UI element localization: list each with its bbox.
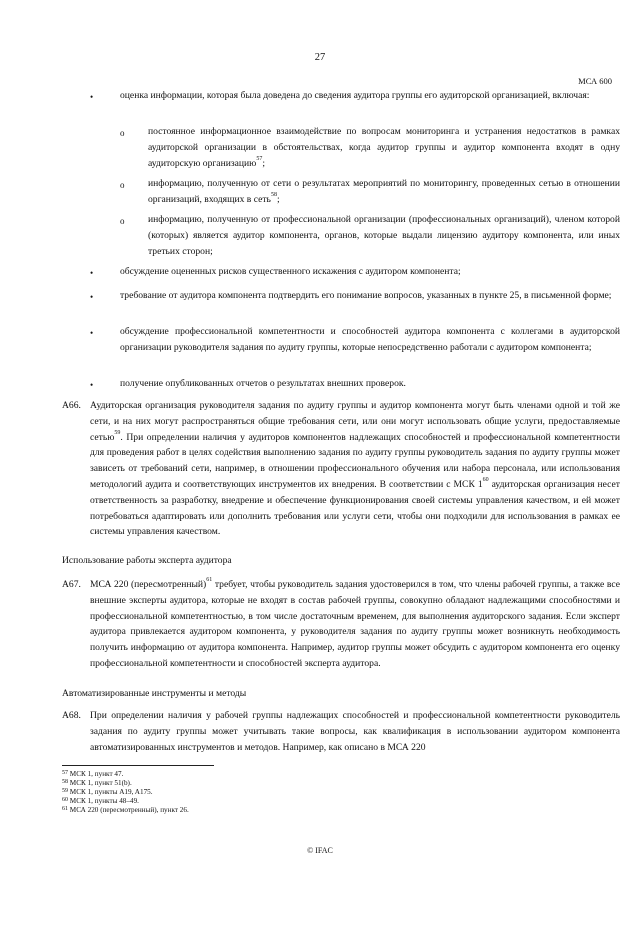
list-item: получение опубликованных отчетов о результатах внешних проверок. xyxy=(120,378,406,389)
sub-bullet-marker: o xyxy=(120,216,125,226)
footnote: $^{57}$ МСК 1, пункт 47. xyxy=(62,770,124,778)
bullet-marker: • xyxy=(90,292,94,302)
sub-list-item: постоянное информационное взаимодействие по вопросам мониторинга и устранения недостатков в рамках аудиторской организации в обстоятельствах, когда аудитор группы и аудитор компонента входят в одну аудиторскую организацию$^{57}$; xyxy=(148,126,620,169)
bullet-marker: • xyxy=(90,268,94,278)
sub-bullet-marker: o xyxy=(120,128,125,138)
footnote: $^{59}$ МСК 1, пункты A19, A175. xyxy=(62,788,153,796)
list-item: обсуждение оцененных рисков существенного искажения с аудитором компонента; xyxy=(120,266,461,277)
paragraph-label: A67. xyxy=(62,579,81,590)
footnote: $^{61}$ МСА 220 (пересмотренный), пункт 26. xyxy=(62,806,189,814)
paragraph-a67: МСА 220 (пересмотренный)$^{61}$ требует, чтобы руководитель задания удостоверился в том, что члены рабочей группы, а также все внешние эксперты аудитора, которые не входят в состав рабочей группы, совокупно обладают надлежащими способностями и профессиональной компетентностью, в том числе достаточным временем, для выполнения аудиторского задания. Если эксперт аудитора привлекается аудитором компонента, у руководителя задания по аудиту группы может возникнуть необходимость получить информацию от аудитора компонента. Например, аудитор группы может обсудить с аудитором компонента его оценку профессиональной компетентности и способностей эксперта аудитора. xyxy=(90,577,620,669)
page-number: 27 xyxy=(314,52,326,63)
section-heading: Автоматизированные инструменты и методы xyxy=(62,688,247,699)
sub-bullet-marker: o xyxy=(120,180,125,190)
footnote: $^{58}$ МСК 1, пункт 51(b). xyxy=(62,779,132,787)
paragraph-a68: При определении наличия у рабочей группы надлежащих способностей и профессиональной компетентности руководитель задания по аудиту группы может учитывать такие вопросы, как квалификация в использовании аудитором компонента автоматизированных инструментов и методов. Например, как описано в МСА 220 xyxy=(90,710,620,753)
footnote-rule xyxy=(62,765,214,766)
list-item: оценка информации, которая была доведена до сведения аудитора группы его аудиторской организацией, включая: xyxy=(120,90,590,101)
list-item: требование от аудитора компонента подтвердить его понимание вопросов, указанных в пункте 25, в письменной форме; xyxy=(120,290,612,301)
bullet-marker: • xyxy=(90,92,94,102)
bullet-marker: • xyxy=(90,328,94,338)
paragraph-label: A68. xyxy=(62,710,81,721)
paragraph-a66: Аудиторская организация руководителя задания по аудиту группы и аудитор компонента могут быть членами одной и той же сети, и на них могут распространяться общие требования сети, или они могут использовать общие услуги, предоставляемые сетью$^{59}$. При определении наличия у аудиторов компонентов надлежащих способностей и профессиональной компетентности для проведения работ в целях содействия выполнению задания по аудиту группы руководитель задания по аудиту группы может зависеть от требований сети, например, в отношении профессионального обучения или набора персонала, или использования методологий аудита и соответствующих инструментов их внедрения. В соответствии с МСК $1^{60}$ аудиторская организация несет ответственность за разработку, внедрение и обеспечение функционирования своей системы управления качеством, и ей может потребоваться адаптировать или дополнить требования или услуги сети, чтобы они подходили для использования в рамках ее системы управления качеством. xyxy=(90,400,620,538)
sub-list-item: информацию, полученную от профессиональной организации (профессиональных организаций), членом которой (которых) является аудитор компонента, органов, которые выдали лицензию аудитору компонента, или иных третьих сторон; xyxy=(148,214,620,257)
standard-reference: МСА 600 xyxy=(578,76,612,86)
section-heading: Использование работы эксперта аудитора xyxy=(62,555,232,566)
paragraph-label: A66. xyxy=(62,400,81,411)
list-item: обсуждение профессиональной компетентности и способностей аудитора компонента с коллегами в аудиторской организации руководителя задания по аудиту группы, которые непосредственно работали с аудитором компонента; xyxy=(120,326,620,353)
copyright-footer: © IFAC xyxy=(307,846,333,855)
bullet-marker: • xyxy=(90,380,94,390)
sub-list-item: информацию, полученную от сети о результатах мероприятий по мониторингу, проведенных сетью в отношении организаций, входящих в сеть$^{58}$; xyxy=(148,178,620,205)
footnote: $^{60}$ МСК 1, пункты 48–49. xyxy=(62,797,139,805)
